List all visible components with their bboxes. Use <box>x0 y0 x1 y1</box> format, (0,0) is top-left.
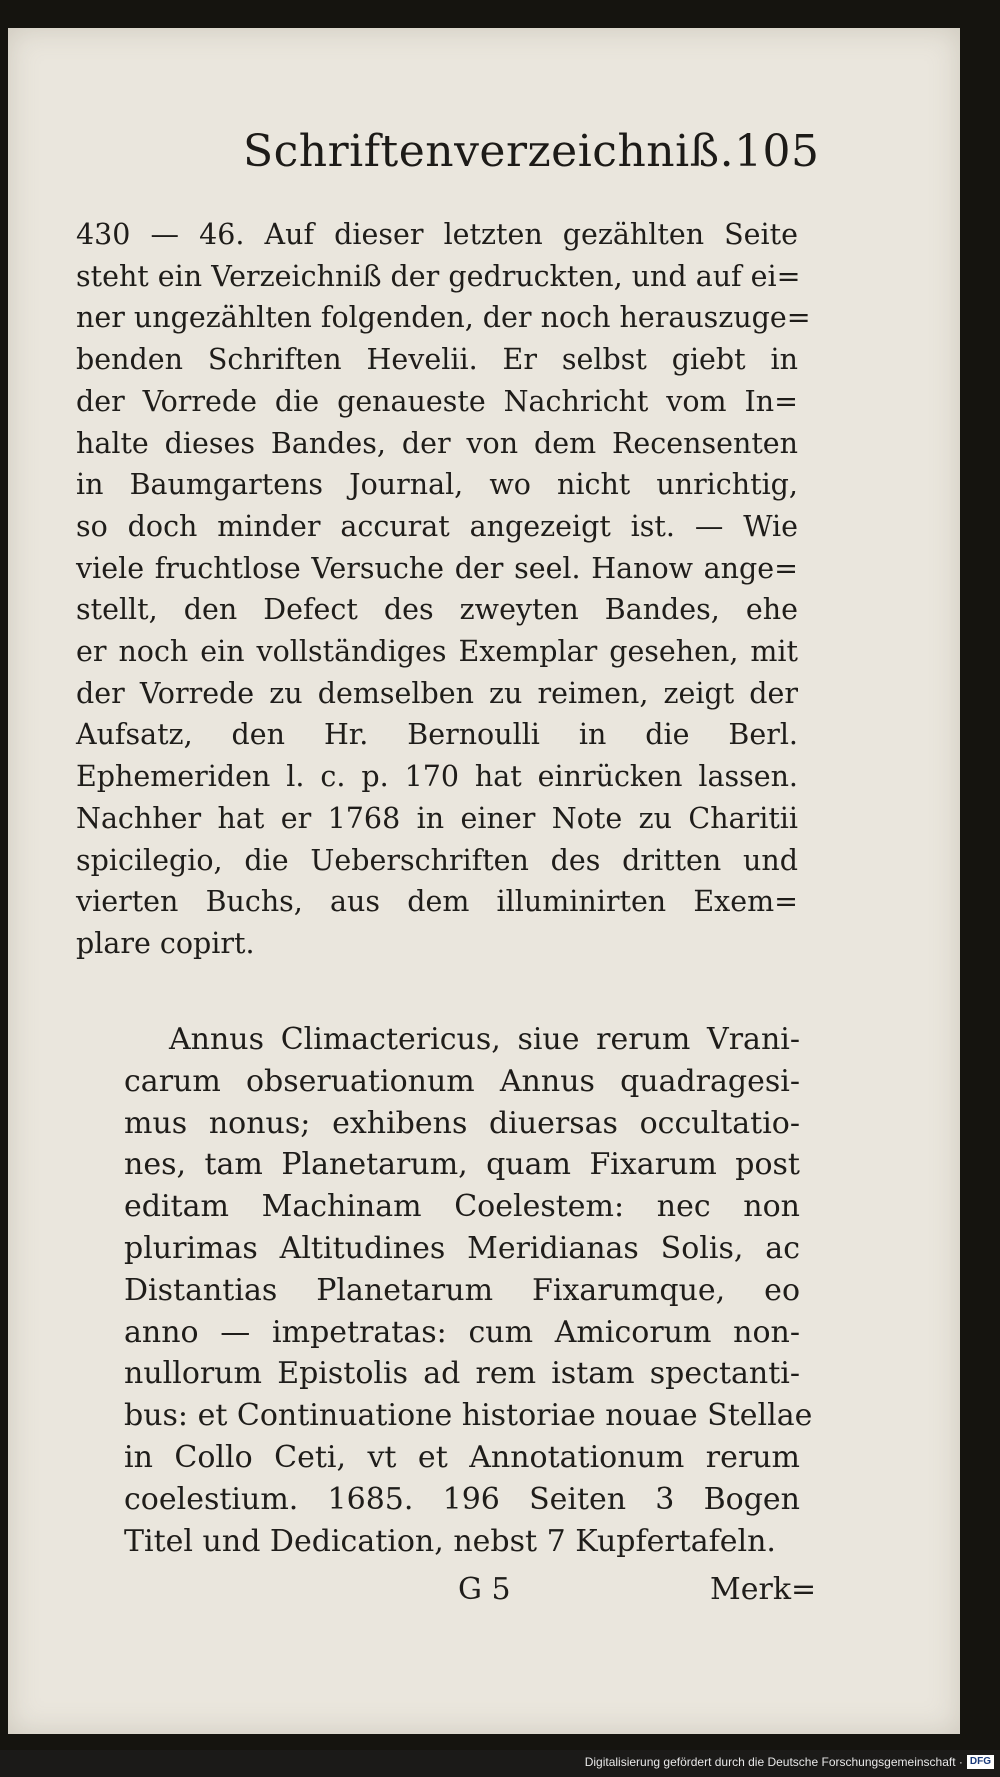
running-head <box>243 126 820 177</box>
text-line: Annus Climactericus, siue rerum Vrani- <box>169 1022 800 1057</box>
text-line: plurimas Altitudines Meridianas Solis, ac <box>124 1230 800 1266</box>
text-line: 430 — 46. Auf dieser letzten gezählten Seite <box>76 218 798 251</box>
text-line: Titel und Dedication, nebst 7 Kupfertafeln. <box>124 1523 776 1559</box>
digitization-credit <box>585 1755 994 1769</box>
text-line: stellt, den Defect des zweyten Bandes, ehe <box>76 593 798 627</box>
page-number: 105 <box>734 126 820 177</box>
text-line: Ephemeriden l. c. p. 170 hat einrücken lassen. <box>76 760 798 794</box>
credit-text: Digitalisierung gefördert durch die Deutsche Forschungsgemeinschaft · <box>584 1755 963 1769</box>
text-line: bus: et Continuatione historiae nouae Stellae <box>124 1398 813 1434</box>
signature-mark: G 5 <box>458 1572 511 1607</box>
text-line: nullorum Epistolis ad rem istam spectanti- <box>124 1356 800 1392</box>
text-line: mus nonus; exhibens diuersas occultatio- <box>124 1105 800 1141</box>
text-line: spicilegio, die Ueberschriften des dritten und <box>76 843 798 877</box>
text-line: er noch ein vollständiges Exemplar gesehen, mit <box>76 635 798 669</box>
text-line: vierten Buchs, aus dem illuminirten Exem= <box>76 885 798 919</box>
text-line: so doch minder accurat angezeigt ist. — Wie <box>76 509 798 543</box>
text-line: steht ein Verzeichniß der gedruckten, und auf ei= <box>76 259 801 293</box>
text-line: plare copirt. <box>76 926 255 960</box>
paragraph-bibliographic-entry <box>124 1019 813 1562</box>
text-line: in Collo Ceti, vt et Annotationum rerum <box>124 1439 800 1475</box>
text-line: viele fruchtlose Versuche der seel. Hanow ange= <box>76 551 798 585</box>
paragraph-description <box>76 214 811 965</box>
text-line: der Vorrede die genaueste Nachricht vom In= <box>76 384 798 418</box>
text-line: in Baumgartens Journal, wo nicht unrichtig, <box>76 468 798 502</box>
text-line: halte dieses Bandes, der von dem Recensenten <box>76 426 798 460</box>
text-line: Aufsatz, den Hr. Bernoulli in die Berl. <box>76 718 798 752</box>
text-line: editam Machinam Coelestem: nec non <box>124 1189 800 1225</box>
text-line: ner ungezählten folgenden, der noch herauszuge= <box>76 301 811 335</box>
catchword: Merk= <box>710 1572 817 1607</box>
text-line: Distantias Planetarum Fixarumque, eo <box>124 1272 800 1308</box>
text-line: benden Schriften Hevelii. Er selbst giebt in <box>76 343 798 377</box>
dfg-logo: DFG <box>967 1755 994 1769</box>
text-line: carum obseruationum Annus quadragesi- <box>124 1063 800 1099</box>
text-line: der Vorrede zu demselben zu reimen, zeigt der <box>76 676 798 710</box>
text-line: Nachher hat er 1768 in einer Note zu Charitii <box>76 801 798 835</box>
text-line: coelestium. 1685. 196 Seiten 3 Bogen <box>124 1481 800 1517</box>
text-line: nes, tam Planetarum, quam Fixarum post <box>124 1147 800 1183</box>
text-line: anno — impetratas: cum Amicorum non- <box>124 1314 800 1350</box>
running-head-title: Schriftenverzeichniß. <box>243 126 735 177</box>
